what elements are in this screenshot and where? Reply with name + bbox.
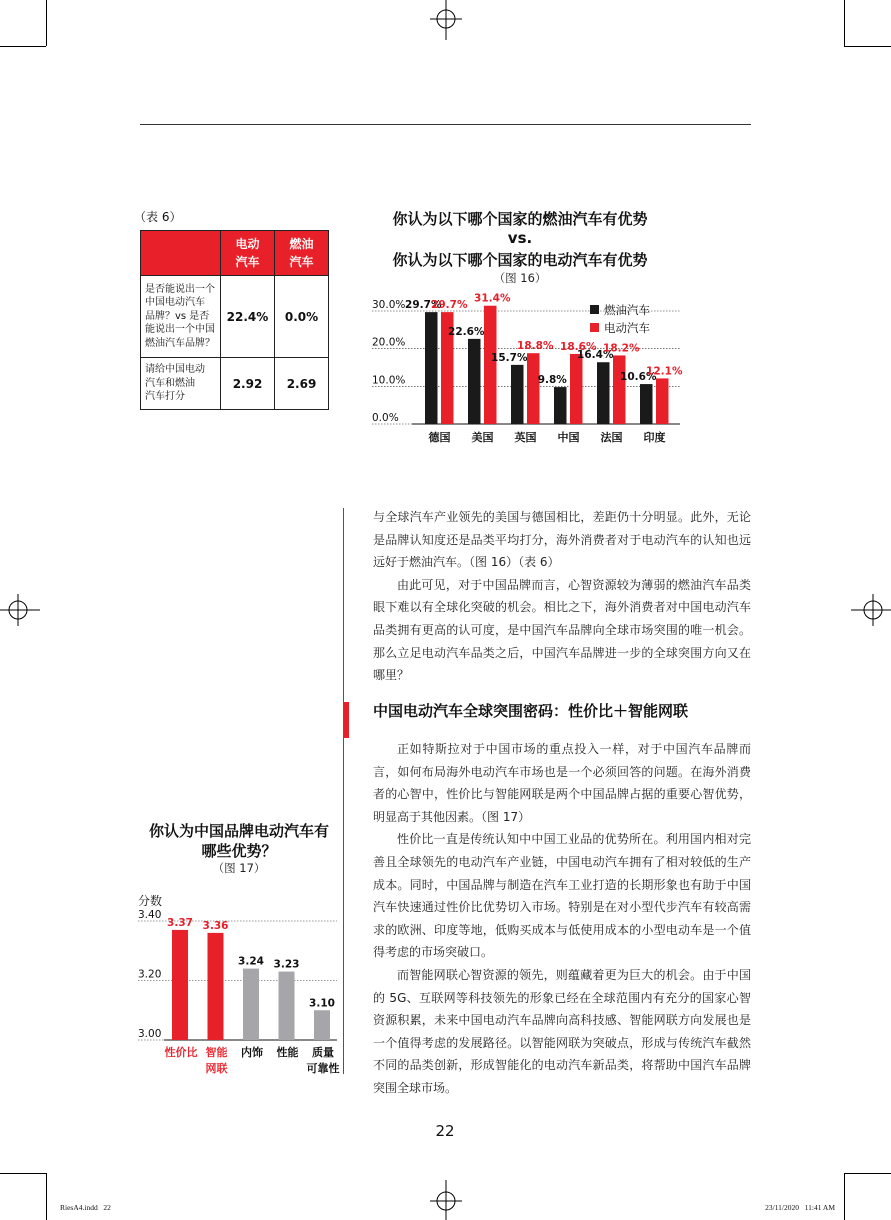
- y-tick-label: 3.00: [138, 1028, 162, 1040]
- crop-mark: [844, 46, 891, 47]
- category-label: 中国: [557, 431, 580, 444]
- crop-mark: [46, 1173, 47, 1220]
- bar-fuel: [511, 365, 524, 424]
- column-divider: [343, 508, 344, 1074]
- table-cell-ev: 2.92: [221, 358, 275, 410]
- y-tick-label: 3.20: [138, 968, 162, 981]
- category-label: 印度: [643, 431, 666, 444]
- bar: [172, 930, 188, 1040]
- fig17-chart: [132, 890, 342, 1085]
- legend-swatch: [590, 323, 599, 332]
- category-label: 法国: [600, 431, 623, 444]
- category-label: 德国: [428, 431, 451, 444]
- crop-mark: [0, 1173, 46, 1174]
- table-cell-fuel: 0.0%: [275, 276, 329, 358]
- page-number: 22: [435, 1122, 455, 1140]
- bar-fuel: [554, 387, 567, 424]
- registration-mark-top: [426, 0, 466, 40]
- table-cell-ev: 22.4%: [221, 276, 275, 358]
- bar-ev: [484, 306, 497, 424]
- y-axis-label: 分数: [138, 894, 163, 908]
- data-label: 3.23: [273, 958, 300, 971]
- data-label: 3.37: [167, 916, 193, 929]
- body-text-bottom: [373, 738, 751, 1100]
- table-cell-fuel: 2.69: [275, 358, 329, 410]
- bar-ev: [570, 354, 583, 424]
- slug-right: 23/11/2020 11:41 AM: [765, 1203, 835, 1212]
- fig16-title-vs: vs.: [507, 229, 533, 247]
- bar-fuel: [597, 362, 610, 424]
- table-caption: （表 6）: [134, 210, 182, 224]
- table-6: [140, 230, 329, 410]
- body-text-top: [373, 506, 751, 687]
- crop-mark: [46, 0, 47, 46]
- data-label: 16.4%: [577, 349, 614, 362]
- header-rule: [140, 124, 751, 125]
- category-label: 可靠性: [306, 1062, 340, 1075]
- bar: [208, 933, 224, 1040]
- table-header-ev: 电动 汽车: [221, 231, 275, 276]
- category-label: 美国: [471, 431, 494, 444]
- fig17-title-line1: 你认为中国品牌电动汽车有: [148, 822, 329, 840]
- section-heading: 中国电动汽车全球突围密码：性价比＋智能网联: [373, 702, 689, 720]
- category-label: 质量: [312, 1046, 334, 1059]
- y-tick-label: 0.0%: [372, 412, 399, 424]
- data-label: 9.8%: [537, 374, 567, 387]
- table-row-question: 请给中国电动 汽车和燃油 汽车打分: [141, 358, 221, 410]
- fig16-chart: [360, 288, 690, 453]
- legend-label: 燃油汽车: [604, 303, 650, 317]
- registration-mark-left: [0, 590, 40, 630]
- y-tick-label: 30.0%: [372, 299, 406, 311]
- paragraph: 与全球汽车产业领先的美国与德国相比，差距仍十分明显。此外，无论是品牌认知度还是品类平均打分，海外消费者对于电动汽车的认知也远远好于燃油汽车。（图 16）（表 6）: [373, 510, 751, 570]
- bar-ev: [527, 353, 540, 424]
- bar: [314, 1010, 330, 1040]
- crop-mark: [844, 1173, 891, 1174]
- data-label: 3.10: [309, 997, 335, 1010]
- y-tick-label: 10.0%: [372, 374, 406, 387]
- category-label: 网联: [205, 1062, 228, 1075]
- bar-fuel: [425, 312, 438, 424]
- category-label: 性价比: [164, 1046, 198, 1059]
- fig16-title-line1: 你认为以下哪个国家的燃油汽车有优势: [392, 210, 648, 228]
- registration-mark-right: [851, 590, 891, 630]
- registration-mark-bottom: [426, 1180, 466, 1220]
- data-label: 3.36: [202, 919, 229, 932]
- data-label: 18.2%: [603, 342, 640, 355]
- data-label: 18.6%: [560, 340, 597, 353]
- fig17-subtitle: （图 17）: [212, 861, 266, 875]
- y-tick-label: 20.0%: [372, 336, 406, 349]
- bar-ev: [656, 378, 669, 424]
- fig17-title-line2: 哪些优势？: [201, 842, 277, 860]
- data-label: 29.7%: [405, 299, 442, 312]
- data-label: 12.1%: [646, 365, 683, 378]
- data-label: 29.7%: [431, 299, 468, 312]
- data-label: 3.24: [238, 955, 264, 968]
- bar-fuel: [468, 339, 481, 424]
- data-label: 22.6%: [448, 325, 485, 338]
- data-label: 15.7%: [491, 351, 528, 364]
- category-label: 智能: [205, 1046, 228, 1059]
- legend-label: 电动汽车: [604, 321, 650, 335]
- category-label: 英国: [514, 431, 537, 444]
- section-marker: [343, 702, 349, 738]
- category-label: 性能: [276, 1046, 299, 1059]
- table-header-fuel: 燃油 汽车: [275, 231, 329, 276]
- crop-mark: [844, 0, 845, 46]
- slug-left: RiesA4.indd 22: [60, 1203, 111, 1212]
- crop-mark: [0, 46, 46, 47]
- bar: [243, 969, 259, 1040]
- fig16-title-line2: 你认为以下哪个国家的电动汽车有优势: [392, 251, 648, 269]
- paragraph: 而智能网联心智资源的领先，则蕴藏着更为巨大的机会。由于中国的 5G、互联网等科技领先的形象已经在全球范围内有充分的国家心智资源积累，未来中国电动汽车品牌向高科技感、智能网联方向发展也是一个值得考虑的发展路径。以智能网联为突破点，形成与传统汽车截然不同的品类创新，形成智能化的电动汽车新品类，将帮助中国汽车品牌突围全球市场。: [373, 967, 751, 1095]
- bar-ev: [613, 355, 626, 424]
- paragraph: 正如特斯拉对于中国市场的重点投入一样，对于中国汽车品牌而言，如何布局海外电动汽车市场也是一个必须回答的问题。在海外消费者的心智中，性价比与智能网联是两个中国品牌占据的重要心智优势，明显高于其他因素。（图 17）: [373, 742, 751, 824]
- table-header-empty: [141, 231, 221, 276]
- legend-swatch: [590, 305, 599, 314]
- data-label: 31.4%: [474, 292, 511, 305]
- paragraph: 性价比一直是传统认知中中国工业品的优势所在。利用国内相对完善且全球领先的电动汽车产业链，中国电动汽车拥有了相对较低的生产成本。同时，中国品牌与制造在汽车工业打造的长期形象也有助于中国汽车快速通过性价比优势切入市场。特别是在对小型代步汽车有较高需求的欧洲、印度等地，低购买成本与低使用成本的小型电动车是一个值得考虑的市场突破口。: [373, 832, 751, 960]
- table-row-question: 是否能说出一个 中国电动汽车 品牌？vs 是否 能说出一个中国 燃油汽车品牌？: [141, 276, 221, 358]
- bar: [279, 972, 295, 1040]
- data-label: 18.8%: [517, 340, 554, 353]
- bar-fuel: [640, 384, 653, 424]
- data-label: 10.6%: [620, 371, 657, 384]
- fig16-subtitle: （图 16）: [493, 271, 547, 285]
- crop-mark: [844, 1173, 845, 1220]
- y-tick-label: 3.40: [138, 909, 162, 921]
- paragraph: 由此可见，对于中国品牌而言，心智资源较为薄弱的燃油汽车品类眼下难以有全球化突破的机会。相比之下，海外消费者对中国电动汽车品类拥有更高的认可度，是中国汽车品牌向全球市场突围的唯一机会。那么立足电动汽车品类之后，中国汽车品牌进一步的全球突围方向又在哪里？: [373, 577, 751, 683]
- category-label: 内饰: [241, 1046, 263, 1059]
